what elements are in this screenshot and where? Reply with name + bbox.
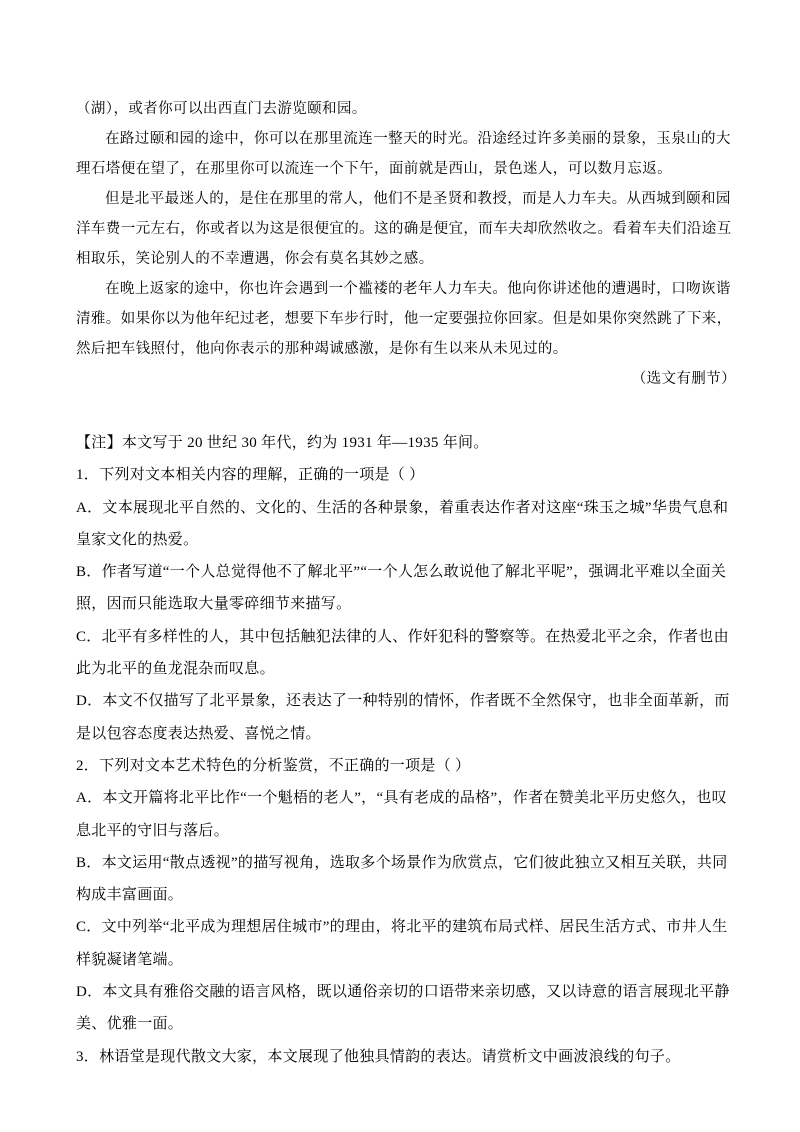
passage-paragraph: 在晚上返家的途中，你也许会遇到一个褴褛的老年人力车夫。他向你讲述他的遭遇时，口吻诙谐清雅。如果你以为他年纪过老，想要下车步行时，他一定要强拉你回家。但是如果你突然跳了下来，然后把车钱照付，他向你表示的那种竭诚感激，是你有生以来从未见过的。 (76, 281, 732, 357)
passage-paragraph: 但是北平最迷人的，是住在那里的常人，他们不是圣贤和教授，而是人力车夫。从西城到颐和园洋车费一元左右，你或者以为这是很便宜的。这的确是便宜，而车夫却欣然收之。看着车夫们沿途互相取乐，笑论别人的不幸遭遇，你会有莫名其妙之感。 (76, 191, 732, 267)
question-section (76, 427, 736, 1073)
question-stem: 3．林语堂是现代散文大家，本文展现了他独具情韵的表达。请赏析文中画波浪线的句子。 (76, 1048, 681, 1065)
passage-paragraph: 在路过颐和园的途中，你可以在那里流连一整天的时光。沿途经过许多美丽的景象，玉泉山的大理石塔便在望了，在那里你可以流连一个下午，面前就是西山，景色迷人，可以数月忘返。 (76, 131, 731, 177)
passage-paragraph: （湖），或者你可以出西直门去游览颐和园。 (76, 101, 367, 117)
question-option: A．本文开篇将北平比作“一个魁梧的老人”，“具有老成的品格”，作者在赞美北平历史悠久，也叹息北平的守旧与落后。 (76, 790, 727, 839)
question-option: D．本文具有雅俗交融的语言风格，既以通俗亲切的口语带来亲切感，又以诗意的语言展现北平静美、优雅一面。 (76, 984, 730, 1033)
question-stem: 2．下列对文本艺术特色的分析鉴赏，不正确的一项是（ ） (76, 757, 471, 774)
question-option: A．文本展现北平自然的、文化的、生活的各种景象，着重表达作者对这座“珠玉之城”华贵气息和皇家文化的热爱。 (76, 499, 729, 548)
source-note: （选文有删节） (631, 371, 736, 387)
question-stem: 1．下列对文本相关内容的理解，正确的一项是（ ） (76, 467, 425, 484)
passage-excerpt (76, 94, 736, 394)
question-option: D．本文不仅描写了北平景象，还表达了一种特别的情怀，作者既不全然保守，也非全面革新，而是以包容态度表达热爱、喜悦之情。 (76, 693, 730, 742)
annotation-note: 【注】本文写于 20 世纪 30 年代，约为 1931 年—1935 年间。 (76, 435, 489, 451)
question-option: B．本文运用“散点透视”的描写视角，选取多个场景作为欣赏点，它们彼此独立又相互关联，共同构成丰富画面。 (76, 854, 728, 904)
question-option: B．作者写道“一个人总觉得他不了解北平”“一个人怎么敢说他了解北平呢”，强调北平难以全面关照，因而只能选取大量零碎细节来描写。 (76, 564, 727, 613)
question-option: C．文中列举“北平成为理想居住城市”的理由，将北平的建筑布局式样、居民生活方式、市井人生样貌凝诸笔端。 (76, 919, 728, 968)
question-option: C．北平有多样性的人，其中包括触犯法律的人、作奸犯科的警察等。在热爱北平之余，作者也由此为北平的鱼龙混杂而叹息。 (76, 628, 729, 678)
